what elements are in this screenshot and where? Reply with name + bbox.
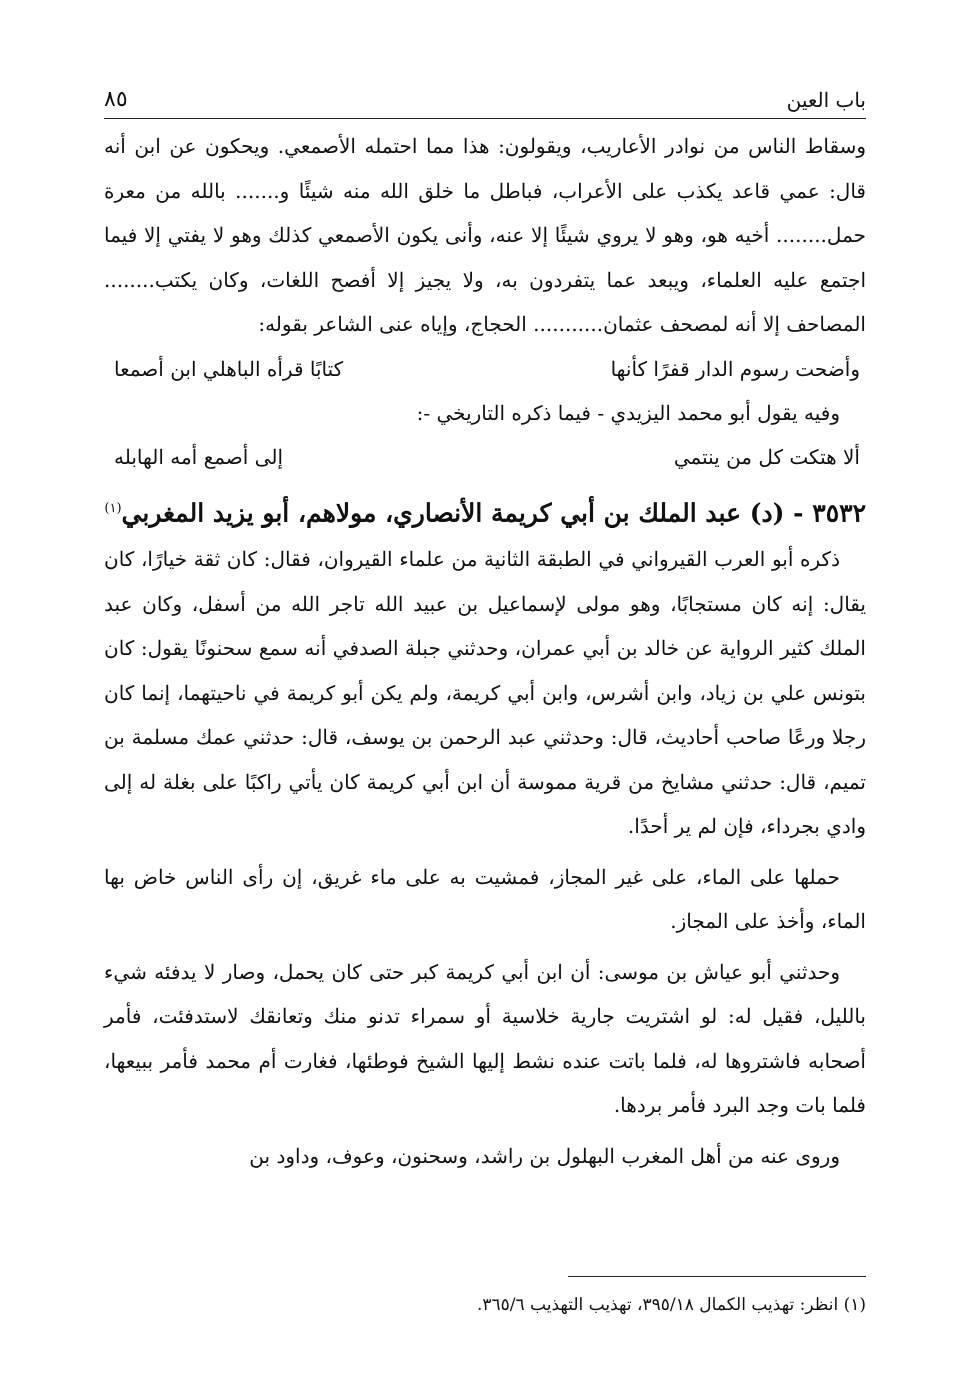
- paragraph-top-1: وسقاط الناس من نوادر الأعاريب، ويقولون: هذا مما احتمله الأصمعي. ويحكون عن ابن أنه قال: عمي قاعد يكذب على الأعراب، فباطل ما خلق الله منه شيئًا و....... بالله من معرة حمل........ أخيه هو، وهو لا يروي شيئًا إلا عنه، وأنى يكون الأصمعي كذلك وهو لا يفتي إلا فيما اجتمع عليه العلماء، ويبعد عما يتفردون به، ولا يجيز إلا أفصح اللغات، وكان يكتب........ المصاحف إلا أنه لمصحف عثمان........... الحجاج، وإياه عنى الشاعر بقوله:: [104, 134, 866, 336]
- footnote-ref: (١): [104, 501, 122, 516]
- verse-1-first-hemistich: وأضحت رسوم الدار قفرًا كأنها: [610, 356, 860, 381]
- poem-verse-1: [104, 347, 866, 391]
- page-body: [104, 124, 866, 1178]
- paragraph-bottom-4: وروى عنه من أهل المغرب البهلول بن راشد، وسحنون، وعوف، وداود بن: [249, 1143, 840, 1168]
- entry-heading-text: ٣٥٣٢ - (د) عبد الملك بن أبي كريمة الأنصاري، مولاهم، أبو يزيد المغربي: [121, 498, 866, 528]
- paragraph-bottom-3: وحدثني أبو عياش بن موسى: أن ابن أبي كريمة كبر حتى كان يحمل، وصار لا يدفئه شيء بالليل، فقيل له: لو اشتريت جارية خلاسية أو سمراء تدنو منك وتعانقك لاستدفئت، فأمر أصحابه فاشتروها له، فلما باتت عنده نشط إليها الشيخ فوطئها، فغارت أم محمد فأمر ببيعها، فلما بات وجد البرد فأمر بردها.: [104, 959, 866, 1118]
- footnote: (١) انظر: تهذيب الكمال ٣٩٥/١٨، تهذيب التهذيب ٣٦٥/٦.: [476, 1295, 866, 1315]
- paragraph-bottom-2: حملها على الماء، على غير المجاز، فمشيت به على ماء غريق، إن رأى الناس خاض بها الماء، وأخذ على المجاز.: [104, 864, 866, 934]
- running-title: باب العين: [786, 88, 866, 112]
- footnote-separator: [568, 1276, 866, 1277]
- verse-2-first-hemistich: ألا هتكت كل من ينتمي: [673, 445, 860, 469]
- page-number: ٨٥: [104, 87, 128, 112]
- paragraph-bottom-1: ذكره أبو العرب القيرواني في الطبقة الثانية من علماء القيروان، فقال: كان ثقة خيارًا، كان يقال: إنه كان مستجابًا، وهو مولى لإسماعيل بن عبيد الله تاجر الله من أسفل، وكان عبد الملك كثير الرواية عن خالد بن أبي عمران، وحدثني جبلة الصدفي أنه سمع سحنونًا يقول: كان بتونس علي بن زياد، وابن أشرس، وابن أبي كريمة، ولم يكن أبو كريمة في ناحيتهما، إنما كان رجلا ورعًا صاحب أحاديث، قال: وحدثني عبد الرحمن بن يوسف، قال: حدثني عمك مسلمة بن تميم، قال: حدثني مشايخ من قرية مموسة أن ابن أبي كريمة كان يأتي راكبًا على بغلة له إلى وادي بجرداء، فإن لم ير أحدًا.: [104, 547, 866, 839]
- verse-intro-line: وفيه يقول أبو محمد اليزيدي - فيما ذكره التاريخي -:: [416, 400, 840, 425]
- verse-1-second-hemistich: كتابًا قرأه الباهلي ابن أصمعا: [114, 356, 344, 381]
- verse-2-second-hemistich: إلى أصمع أمه الهابله: [114, 445, 284, 469]
- entry-heading: [104, 485, 866, 537]
- poem-verse-2: [104, 435, 866, 479]
- page-header: [104, 70, 866, 119]
